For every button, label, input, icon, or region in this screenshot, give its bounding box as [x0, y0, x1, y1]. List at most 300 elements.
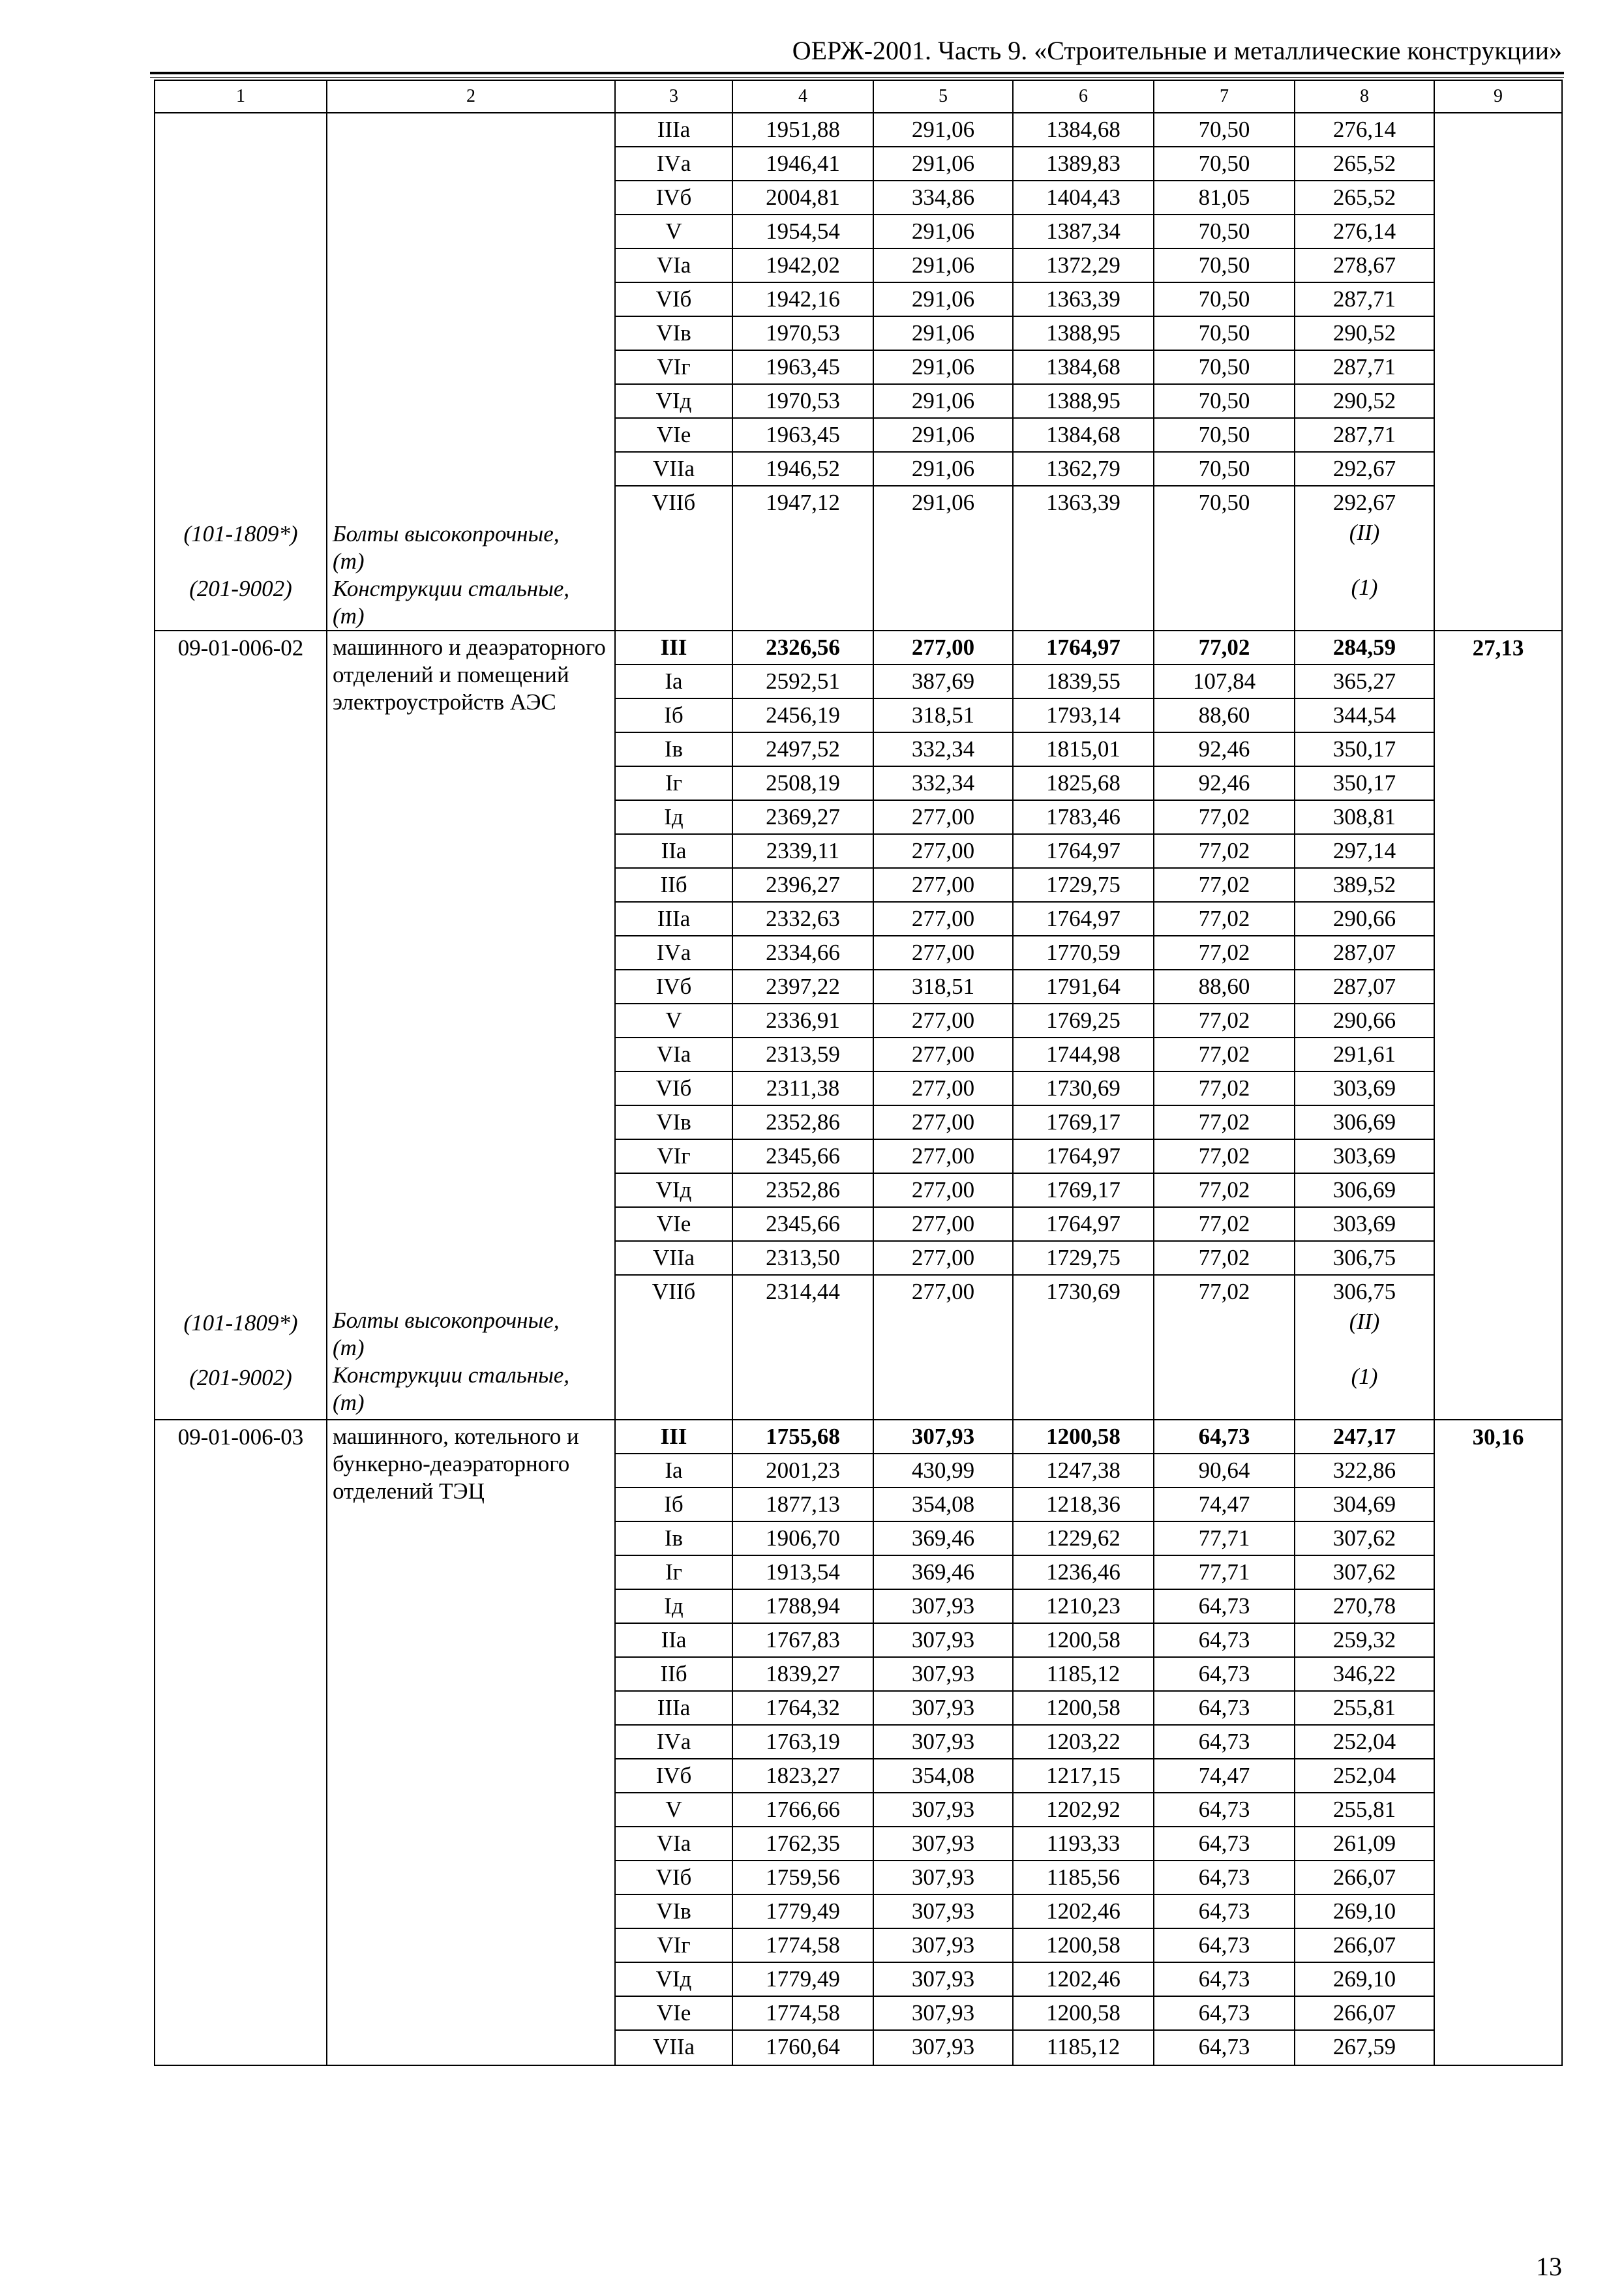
- table-cell: III: [616, 631, 732, 665]
- table-cell: 291,06: [874, 249, 1012, 283]
- table-cell: 70,50: [1154, 351, 1294, 385]
- table-cell: 2508,19: [733, 767, 873, 801]
- table-cell: 1363,39: [1046, 490, 1120, 515]
- empty-cell: [1014, 519, 1153, 574]
- resource-value: (1): [1351, 575, 1378, 600]
- table-cell: 307,93: [874, 1692, 1012, 1726]
- resource-name-line: Конструкции стальные,: [333, 1362, 570, 1388]
- table-cell: 77,02: [1154, 1174, 1294, 1208]
- column-number: 9: [1434, 80, 1562, 113]
- code-cell: [155, 1420, 327, 2065]
- table-cell: 266,07: [1295, 1861, 1434, 1895]
- table-cell: 77,02: [1154, 1242, 1294, 1276]
- column-number: 8: [1295, 80, 1434, 113]
- table-cell: IVа: [616, 147, 732, 181]
- table-cell: 307,93: [874, 1793, 1012, 1827]
- column-number: 1: [155, 80, 327, 113]
- table-cell: 77,02: [1154, 1004, 1294, 1038]
- table-cell: VIв: [616, 1106, 732, 1140]
- value-column-6: [1013, 631, 1154, 1420]
- table-cell: 277,00: [874, 1004, 1012, 1038]
- value-column-3: [615, 1420, 732, 2065]
- rate-code: 09-01-006-02: [177, 635, 304, 661]
- table-cell: 307,93: [874, 1590, 1012, 1624]
- value-column-5: [873, 113, 1013, 631]
- table-cell: 64,73: [1154, 1420, 1294, 1454]
- column-number: 6: [1013, 80, 1154, 113]
- table-cell: 1185,12: [1014, 1658, 1153, 1692]
- table-cell: 1384,68: [1014, 351, 1153, 385]
- resource-name: [333, 520, 614, 575]
- table-cell: 287,07: [1295, 936, 1434, 970]
- table-cell: V: [616, 215, 732, 249]
- resource-name-line: Болты высокопрочные,: [333, 1308, 560, 1333]
- rate-code: 09-01-006-03: [177, 1424, 304, 1450]
- table-cell: 1763,19: [733, 1726, 873, 1759]
- table-cell: 2497,52: [733, 733, 873, 767]
- table-cell: IIIа: [616, 113, 732, 147]
- table-cell: 1769,17: [1014, 1174, 1153, 1208]
- table-cell: 318,51: [874, 970, 1012, 1004]
- table-cell: 77,02: [1154, 801, 1294, 835]
- table-cell: 92,46: [1154, 733, 1294, 767]
- table-cell: VIIб: [652, 1279, 696, 1304]
- table-cell: 70,50: [1198, 490, 1250, 515]
- table-cell: 277,00: [874, 835, 1012, 869]
- name-cell: [327, 1420, 615, 2065]
- spacer: [155, 665, 326, 1309]
- table-cell: 303,69: [1295, 1140, 1434, 1174]
- table-cell: 1946,41: [733, 147, 873, 181]
- value-column-7: [1154, 631, 1295, 1420]
- empty-cell: [874, 1363, 1012, 1418]
- resource-unit: (т): [333, 1335, 365, 1360]
- table-cell: 255,81: [1295, 1692, 1434, 1726]
- empty-cell: [616, 574, 732, 629]
- table-cell: 1730,69: [1046, 1279, 1120, 1304]
- empty-cell: [616, 519, 732, 574]
- table-cell: VIIб: [652, 490, 696, 515]
- table-body: [155, 113, 1562, 2065]
- empty-cell: [733, 519, 873, 574]
- table-cell: 1200,58: [1014, 1997, 1153, 2031]
- table-cell: 1200,58: [1014, 1929, 1153, 1963]
- table-cell: 2004,81: [733, 181, 873, 215]
- empty-cell: [1014, 574, 1153, 629]
- table-cell: 1767,83: [733, 1624, 873, 1658]
- table-cell: 92,46: [1154, 767, 1294, 801]
- empty-cell: [1154, 519, 1294, 574]
- empty-cell: [616, 1308, 732, 1363]
- table-cell: 290,52: [1295, 385, 1434, 419]
- resource-code: (201-9002): [189, 576, 292, 601]
- table-cell: 1766,66: [733, 1793, 873, 1827]
- table-cell: 269,10: [1295, 1895, 1434, 1929]
- empty-cell: [1154, 574, 1294, 629]
- header-rule: [150, 72, 1564, 74]
- value-column-5: [873, 1420, 1013, 2065]
- table-cell: 307,62: [1295, 1556, 1434, 1590]
- table-cell: IVа: [616, 1726, 732, 1759]
- table-cell: 107,84: [1154, 665, 1294, 699]
- table-cell: 277,00: [874, 869, 1012, 903]
- table-cell: 277,00: [874, 1174, 1012, 1208]
- spacer: [155, 1454, 326, 2065]
- table-cell: 306,69: [1295, 1174, 1434, 1208]
- table-cell: 64,73: [1154, 1895, 1294, 1929]
- table-cell: 1825,68: [1014, 767, 1153, 801]
- table-cell: 1185,12: [1046, 2034, 1120, 2059]
- table-cell: 307,93: [874, 1997, 1012, 2031]
- table-cell: 318,51: [874, 699, 1012, 733]
- table-cell: VIб: [616, 283, 732, 317]
- table-cell: 1970,53: [733, 317, 873, 351]
- table-cell: 88,60: [1154, 699, 1294, 733]
- table-cell: 307,93: [874, 1420, 1012, 1454]
- table-cell: 1783,46: [1014, 801, 1153, 835]
- table-cell: 1200,58: [1014, 1624, 1153, 1658]
- table-cell: 284,59: [1295, 631, 1434, 665]
- value-column-9: [1434, 113, 1562, 631]
- table-cell: 77,02: [1154, 631, 1294, 665]
- table-cell: 247,17: [1295, 1420, 1434, 1454]
- table-cell: Iг: [616, 767, 732, 801]
- resource-list: [333, 520, 614, 630]
- table-cell: 70,50: [1154, 317, 1294, 351]
- empty-cell: [1154, 1363, 1294, 1418]
- value-column-8: [1295, 1420, 1434, 2065]
- table-cell: III: [616, 1420, 732, 1454]
- table-cell: 350,17: [1295, 767, 1434, 801]
- table-cell: 277,00: [874, 1106, 1012, 1140]
- table-cell: Iв: [616, 1522, 732, 1556]
- table-cell: 2397,22: [733, 970, 873, 1004]
- table-cell: 1729,75: [1014, 869, 1153, 903]
- table-cell: 265,52: [1295, 147, 1434, 181]
- table-cell: 291,06: [874, 453, 1012, 486]
- table-cell: 77,02: [1154, 903, 1294, 936]
- table-cell: 287,71: [1295, 351, 1434, 385]
- table-cell: 77,02: [1154, 835, 1294, 869]
- table-cell: 277,00: [874, 1140, 1012, 1174]
- table-cell: VIг: [616, 1929, 732, 1963]
- table-cell: 1730,69: [1014, 1072, 1153, 1106]
- table-cell: 1963,45: [733, 351, 873, 385]
- table-cell: 346,22: [1295, 1658, 1434, 1692]
- table-cell: IVб: [616, 1759, 732, 1793]
- table-cell: 77,71: [1154, 1556, 1294, 1590]
- table-cell: 1947,12: [766, 490, 840, 515]
- table-cell: VIе: [616, 1208, 732, 1242]
- table-cell: 1362,79: [1014, 453, 1153, 486]
- table-cell: 344,54: [1295, 699, 1434, 733]
- table-cell: 332,34: [874, 767, 1012, 801]
- table-cell: 1951,88: [733, 113, 873, 147]
- value-column-4: [732, 113, 873, 631]
- column-number: 2: [327, 80, 615, 113]
- table-cell: 88,60: [1154, 970, 1294, 1004]
- table-cell: 1202,92: [1014, 1793, 1153, 1827]
- table-cell: 303,69: [1295, 1208, 1434, 1242]
- table-block-row: [155, 113, 1562, 631]
- table-cell: 1839,55: [1014, 665, 1153, 699]
- table-cell: 1823,27: [733, 1759, 873, 1793]
- table-cell: 292,67: [1295, 453, 1434, 486]
- table-cell: VIа: [616, 1038, 732, 1072]
- empty-cell: [1154, 1308, 1294, 1363]
- table-cell: 307,93: [874, 1861, 1012, 1895]
- work-name: машинного и деаэраторного отделений и помещений электроустройств АЭС: [333, 635, 606, 715]
- table-cell: V: [616, 1793, 732, 1827]
- table-cell: 277,00: [874, 936, 1012, 970]
- table-cell: 74,47: [1154, 1488, 1294, 1522]
- table-cell: 77,02: [1198, 1279, 1250, 1304]
- table-cell: IIа: [616, 1624, 732, 1658]
- table-cell: 1202,46: [1014, 1895, 1153, 1929]
- table-cell: Iг: [616, 1556, 732, 1590]
- table-cell: 307,93: [874, 1929, 1012, 1963]
- spacer: [333, 716, 614, 1307]
- table-cell: 90,64: [1154, 1454, 1294, 1488]
- table-cell: 70,50: [1154, 385, 1294, 419]
- table-cell: 1762,35: [733, 1827, 873, 1861]
- table-cell: 387,69: [874, 665, 1012, 699]
- table-cell: VIа: [616, 1827, 732, 1861]
- table-cell: 64,73: [1154, 1963, 1294, 1997]
- table-block-row: [155, 631, 1562, 1420]
- table-cell: 70,50: [1154, 453, 1294, 486]
- resource-unit: (т): [333, 548, 365, 574]
- name-cell: [327, 631, 615, 1420]
- table-cell: VIб: [616, 1072, 732, 1106]
- table-cell: 2313,50: [733, 1242, 873, 1276]
- table-cell: 1815,01: [1014, 733, 1153, 767]
- table-cell: IVб: [616, 181, 732, 215]
- table-cell: 2001,23: [733, 1454, 873, 1488]
- table-cell: 277,00: [874, 1242, 1012, 1276]
- table-cell: 307,93: [874, 1963, 1012, 1997]
- table-cell: 64,73: [1154, 1624, 1294, 1658]
- table-cell: 1954,54: [733, 215, 873, 249]
- table-cell: 70,50: [1154, 215, 1294, 249]
- empty-cell: [1014, 1363, 1153, 1418]
- table-cell: 255,81: [1295, 1793, 1434, 1827]
- table-cell: 1963,45: [733, 419, 873, 453]
- page-header-title: ОЕРЖ-2001. Часть 9. «Строительные и металлические конструкции»: [792, 36, 1562, 65]
- table-cell: 291,06: [874, 317, 1012, 351]
- table-cell: 287,71: [1295, 419, 1434, 453]
- table-cell: 1764,32: [733, 1692, 873, 1726]
- resource-code: (101-1809*): [183, 1310, 298, 1336]
- table-cell: 278,67: [1295, 249, 1434, 283]
- table-cell: 307,93: [874, 1827, 1012, 1861]
- table-cell: Iд: [616, 801, 732, 835]
- table-cell: 1770,59: [1014, 936, 1153, 970]
- table-cell: 1200,58: [1014, 1692, 1153, 1726]
- table-cell: 1387,34: [1014, 215, 1153, 249]
- table-cell: 1764,97: [1014, 903, 1153, 936]
- table-cell: 291,06: [874, 113, 1012, 147]
- table-cell: 81,05: [1154, 181, 1294, 215]
- resource-unit: (т): [333, 1390, 365, 1415]
- table-cell: IIIа: [616, 1692, 732, 1726]
- table-cell: 1729,75: [1014, 1242, 1153, 1276]
- table-cell: 2339,11: [733, 835, 873, 869]
- table-cell: VIIа: [616, 1242, 732, 1276]
- table-cell: Iа: [616, 1454, 732, 1488]
- table-cell: VIе: [616, 1997, 732, 2031]
- table-cell: 64,73: [1154, 1861, 1294, 1895]
- table-cell: 297,14: [1295, 835, 1434, 869]
- table-cell: 2332,63: [733, 903, 873, 936]
- table-cell: 2326,56: [733, 631, 873, 665]
- table-cell: 1769,25: [1014, 1004, 1153, 1038]
- empty-cell: [733, 1308, 873, 1363]
- table-cell: 430,99: [874, 1454, 1012, 1488]
- table-cell: 291,06: [874, 147, 1012, 181]
- value-column-9: [1434, 1420, 1562, 2065]
- table-cell: VIг: [616, 1140, 732, 1174]
- table-cell: 1779,49: [733, 1963, 873, 1997]
- table-cell: 291,06: [874, 385, 1012, 419]
- table-cell: 1764,97: [1014, 631, 1153, 665]
- table-cell: Iб: [616, 1488, 732, 1522]
- table-cell: 64,73: [1154, 1590, 1294, 1624]
- table-cell: 1372,29: [1014, 249, 1153, 283]
- table-cell: 276,14: [1295, 113, 1434, 147]
- table-cell: 306,69: [1295, 1106, 1434, 1140]
- table-cell: 1906,70: [733, 1522, 873, 1556]
- table-cell: 306,75: [1295, 1242, 1434, 1276]
- table-cell: 389,52: [1295, 869, 1434, 903]
- table-cell: 77,02: [1154, 1038, 1294, 1072]
- empty-cell: [733, 574, 873, 629]
- table-cell: 277,00: [911, 1279, 975, 1304]
- table-cell: VIд: [616, 1963, 732, 1997]
- empty-cell: [874, 1308, 1012, 1363]
- table-cell: 290,66: [1295, 903, 1434, 936]
- resource-name-line: Болты высокопрочные,: [333, 521, 560, 546]
- table-cell: 1774,58: [733, 1929, 873, 1963]
- spacer: [333, 1505, 614, 2062]
- value-column-8: [1295, 113, 1434, 631]
- table-cell: IIа: [616, 835, 732, 869]
- table-cell: IIб: [616, 1658, 732, 1692]
- table-cell: 64,73: [1154, 1793, 1294, 1827]
- table-cell: 266,07: [1295, 1929, 1434, 1963]
- table-cell: 259,32: [1295, 1624, 1434, 1658]
- table-cell: 1384,68: [1014, 419, 1153, 453]
- resource-value: (II): [1349, 520, 1380, 545]
- table-cell: 290,52: [1295, 317, 1434, 351]
- table-cell: 2334,66: [733, 936, 873, 970]
- table-cell: 1210,23: [1014, 1590, 1153, 1624]
- table-cell: 2396,27: [733, 869, 873, 903]
- table-cell: 2592,51: [733, 665, 873, 699]
- table-cell: 1363,39: [1014, 283, 1153, 317]
- table-cell: 350,17: [1295, 733, 1434, 767]
- table-cell: 277,00: [874, 1072, 1012, 1106]
- table-cell: 307,93: [874, 1895, 1012, 1929]
- table-cell: 1218,36: [1014, 1488, 1153, 1522]
- table-cell: 265,52: [1295, 181, 1434, 215]
- table-cell: 1877,13: [733, 1488, 873, 1522]
- table-cell: 1759,56: [733, 1861, 873, 1895]
- resource-value: (II): [1349, 1309, 1380, 1334]
- table-cell: 2369,27: [733, 801, 873, 835]
- table-cell: 1755,68: [733, 1420, 873, 1454]
- code-cell: [155, 631, 327, 1420]
- table-cell: 1774,58: [733, 1997, 873, 2031]
- labor-cost: 30,16: [1472, 1424, 1524, 1450]
- table-cell: VIIа: [616, 453, 732, 486]
- value-column-7: [1154, 1420, 1295, 2065]
- table-cell: 287,07: [1295, 970, 1434, 1004]
- spacer: [155, 113, 326, 520]
- table-cell: 277,00: [874, 1038, 1012, 1072]
- table-cell: 267,59: [1332, 2034, 1396, 2059]
- table-cell: 64,73: [1154, 1997, 1294, 2031]
- table-cell: 1779,49: [733, 1895, 873, 1929]
- table-cell: 369,46: [874, 1522, 1012, 1556]
- page-number: 13: [1536, 2252, 1562, 2281]
- table-cell: 64,73: [1154, 1658, 1294, 1692]
- table-cell: VIIа: [652, 2034, 695, 2059]
- table-cell: 77,71: [1154, 1522, 1294, 1556]
- work-name: машинного, котельного и бункерно-деаэраторного отделений ТЭЦ: [333, 1424, 579, 1504]
- table-cell: 1946,52: [733, 453, 873, 486]
- table-cell: IVб: [616, 970, 732, 1004]
- value-column-8: [1295, 631, 1434, 1420]
- table-cell: IIIа: [616, 903, 732, 936]
- table-cell: 77,02: [1154, 869, 1294, 903]
- empty-cell: [874, 519, 1012, 574]
- table-cell: 70,50: [1154, 283, 1294, 317]
- table-cell: 1384,68: [1014, 113, 1153, 147]
- empty-cell: [616, 1363, 732, 1418]
- table-cell: 1404,43: [1014, 181, 1153, 215]
- resource-value: (1): [1351, 1364, 1378, 1389]
- table-cell: 2345,66: [733, 1140, 873, 1174]
- table-cell: 1200,58: [1014, 1420, 1153, 1454]
- table-cell: 64,73: [1154, 1692, 1294, 1726]
- resource-name: [333, 1307, 614, 1362]
- table-cell: 1389,83: [1014, 147, 1153, 181]
- table-cell: 322,86: [1295, 1454, 1434, 1488]
- table-cell: IVа: [616, 936, 732, 970]
- table-cell: 269,10: [1295, 1963, 1434, 1997]
- table-cell: 64,73: [1154, 1827, 1294, 1861]
- table-cell: 277,00: [874, 903, 1012, 936]
- code-cell: [155, 113, 327, 631]
- value-column-6: [1013, 1420, 1154, 2065]
- column-number: 5: [873, 80, 1013, 113]
- table-cell: 2345,66: [733, 1208, 873, 1242]
- table-cell: 291,06: [911, 490, 975, 515]
- value-column-9: [1434, 631, 1562, 1420]
- resource-name-line: Конструкции стальные,: [333, 576, 570, 601]
- value-column-7: [1154, 113, 1295, 631]
- rates-table: [154, 80, 1563, 2066]
- table-cell: 261,09: [1295, 1827, 1434, 1861]
- table-cell: 1788,94: [733, 1590, 873, 1624]
- table-cell: 70,50: [1154, 113, 1294, 147]
- table-cell: 1791,64: [1014, 970, 1153, 1004]
- table-cell: 64,73: [1154, 1726, 1294, 1759]
- value-column-3: [615, 631, 732, 1420]
- table-cell: 1388,95: [1014, 317, 1153, 351]
- table-cell: 277,00: [874, 801, 1012, 835]
